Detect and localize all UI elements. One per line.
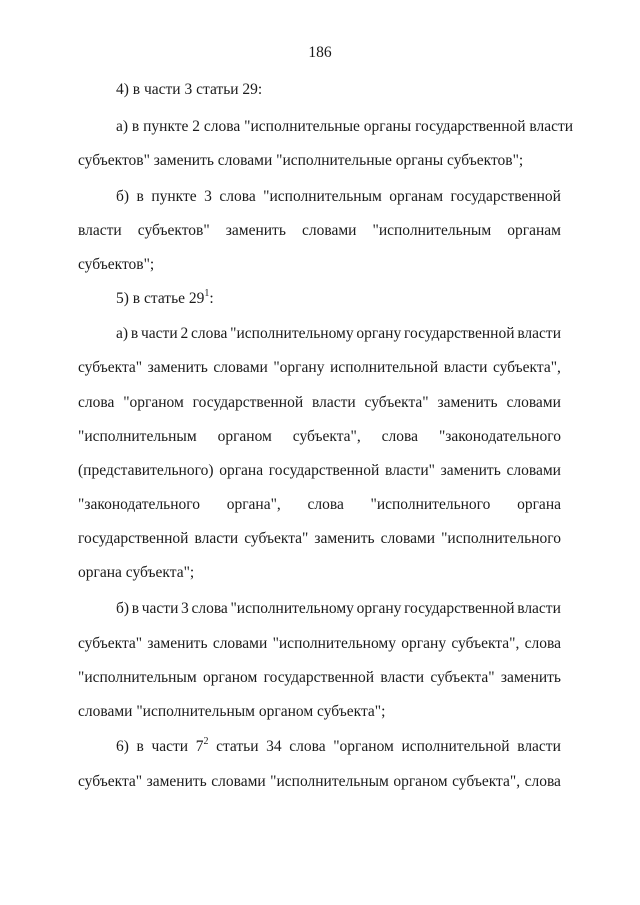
- word-with-superscript: [195, 735, 209, 756]
- word: в: [136, 738, 144, 755]
- word: власти: [517, 738, 561, 755]
- word: в: [136, 188, 144, 205]
- word: власти: [311, 394, 356, 411]
- word: государственной: [404, 600, 515, 617]
- text-line: органа субъекта";: [78, 564, 195, 581]
- word: заменить: [440, 462, 501, 479]
- text-line: [78, 462, 561, 480]
- word: заменить: [146, 773, 207, 790]
- word: субъекта",: [451, 635, 520, 652]
- text-line: [78, 428, 561, 446]
- word: субъекта": [244, 530, 309, 547]
- word: субъекта": [364, 394, 429, 411]
- word: 3: [204, 188, 212, 205]
- word: органа: [219, 462, 264, 479]
- text-line: [78, 359, 561, 377]
- word: "исполнительного: [441, 530, 561, 547]
- text-line: субъектов";: [78, 256, 155, 273]
- word: органа: [517, 496, 561, 513]
- word: словами: [380, 530, 436, 547]
- word: словами: [212, 635, 268, 652]
- text-line: [116, 600, 561, 618]
- word: слова: [524, 635, 561, 652]
- word: в: [130, 325, 139, 342]
- word: органам: [389, 188, 444, 205]
- word: "органу: [273, 359, 325, 376]
- word: пункте: [151, 188, 197, 205]
- word: б): [116, 600, 130, 617]
- word: слова: [307, 496, 344, 513]
- word: государственной: [192, 394, 304, 411]
- word: 6): [116, 738, 129, 755]
- word: словами: [506, 462, 561, 479]
- word: части: [141, 600, 179, 617]
- word: власти: [443, 359, 488, 376]
- word: части: [141, 325, 178, 342]
- word: "законодательного: [78, 496, 201, 513]
- text-line: [116, 188, 561, 206]
- word: "исполнительному: [230, 600, 354, 617]
- word: слова: [219, 188, 256, 205]
- text-line: [78, 222, 561, 240]
- word: слова: [524, 773, 561, 790]
- word: государственной: [78, 530, 189, 547]
- word: власти: [517, 600, 561, 617]
- text-line: а) в пункте 2 слова "исполнительные органы государственной власти: [116, 118, 574, 135]
- word: субъекта": [78, 359, 143, 376]
- text-line: субъектов" заменить словами "исполнительные органы субъектов";: [78, 152, 524, 169]
- word: органу: [401, 635, 447, 652]
- word: в: [131, 600, 140, 617]
- word: "исполнительным: [270, 773, 389, 790]
- word: 34: [266, 738, 282, 755]
- text-line: [78, 635, 561, 653]
- word: органу: [356, 325, 402, 342]
- word: органа",: [226, 496, 281, 513]
- word: 2: [180, 325, 189, 342]
- word: "исполнительным: [372, 222, 492, 239]
- word: государственной: [268, 462, 380, 479]
- word: государственной: [263, 669, 375, 686]
- text-line: словами "исполнительным органом субъекта";: [78, 703, 386, 720]
- word: органам: [507, 222, 561, 239]
- word: "исполнительному: [230, 325, 354, 342]
- word: а): [116, 325, 129, 342]
- text-fragment: 5) в статье 29: [116, 290, 205, 307]
- word: власти: [517, 325, 561, 342]
- word: б): [116, 188, 130, 205]
- word: заменить: [500, 669, 561, 686]
- word: словами: [301, 222, 357, 239]
- word: заменить: [147, 635, 208, 652]
- word: власти: [380, 669, 425, 686]
- text-line: [78, 496, 561, 514]
- word: государственной: [404, 325, 515, 342]
- word: "законодательного: [438, 428, 561, 445]
- word: слова: [289, 738, 326, 755]
- word: субъектов": [137, 222, 210, 239]
- word: субъекта": [78, 773, 143, 790]
- word: органу: [356, 600, 402, 617]
- superscript: 1: [204, 287, 210, 299]
- page-number: 186: [308, 44, 332, 61]
- word: заменить: [437, 394, 498, 411]
- word: заменить: [314, 530, 375, 547]
- word: "исполнительным: [78, 428, 197, 445]
- word: слова: [191, 600, 228, 617]
- word: "исполнительным: [263, 188, 382, 205]
- word: части: [151, 738, 189, 755]
- word: государственной: [450, 188, 561, 205]
- text-line: [78, 530, 561, 548]
- word: "исполнительному: [272, 635, 396, 652]
- word: власти": [384, 462, 435, 479]
- text-fragment: 7: [195, 738, 204, 755]
- word: слова: [381, 428, 419, 445]
- word: субъекта",: [292, 428, 361, 445]
- word: органом: [217, 428, 272, 445]
- word: власти: [194, 530, 239, 547]
- word: "исполнительного: [370, 496, 491, 513]
- word: статьи: [216, 738, 259, 755]
- word: исполнительной: [330, 359, 439, 376]
- word: органом: [202, 669, 258, 686]
- text-fragment: :: [209, 290, 214, 307]
- word: "органом: [333, 738, 394, 755]
- text-line: [78, 394, 561, 412]
- word: слова: [78, 394, 115, 411]
- word: 3: [181, 600, 189, 617]
- word: субъекта",: [492, 359, 561, 376]
- text-line: [78, 669, 561, 687]
- superscript: 2: [203, 735, 209, 747]
- text-line: [116, 325, 561, 343]
- word: исполнительной: [401, 738, 510, 755]
- word: заменить: [225, 222, 286, 239]
- word: субъекта": [430, 669, 495, 686]
- word: словами: [211, 773, 266, 790]
- word: слова: [191, 325, 228, 342]
- word: словами: [506, 394, 561, 411]
- text-line: [116, 287, 561, 308]
- word: (представительного): [78, 462, 214, 479]
- text-line: [78, 773, 561, 791]
- word: заменить: [147, 359, 208, 376]
- word: субъекта": [78, 635, 143, 652]
- text-line: [116, 735, 561, 756]
- word: "органом: [123, 394, 184, 411]
- word: власти: [78, 222, 122, 239]
- word: субъекта",: [452, 773, 521, 790]
- word: "исполнительным: [78, 669, 197, 686]
- word: органом: [393, 773, 448, 790]
- text-line: 4) в части 3 статьи 29:: [116, 81, 263, 98]
- word: словами: [213, 359, 268, 376]
